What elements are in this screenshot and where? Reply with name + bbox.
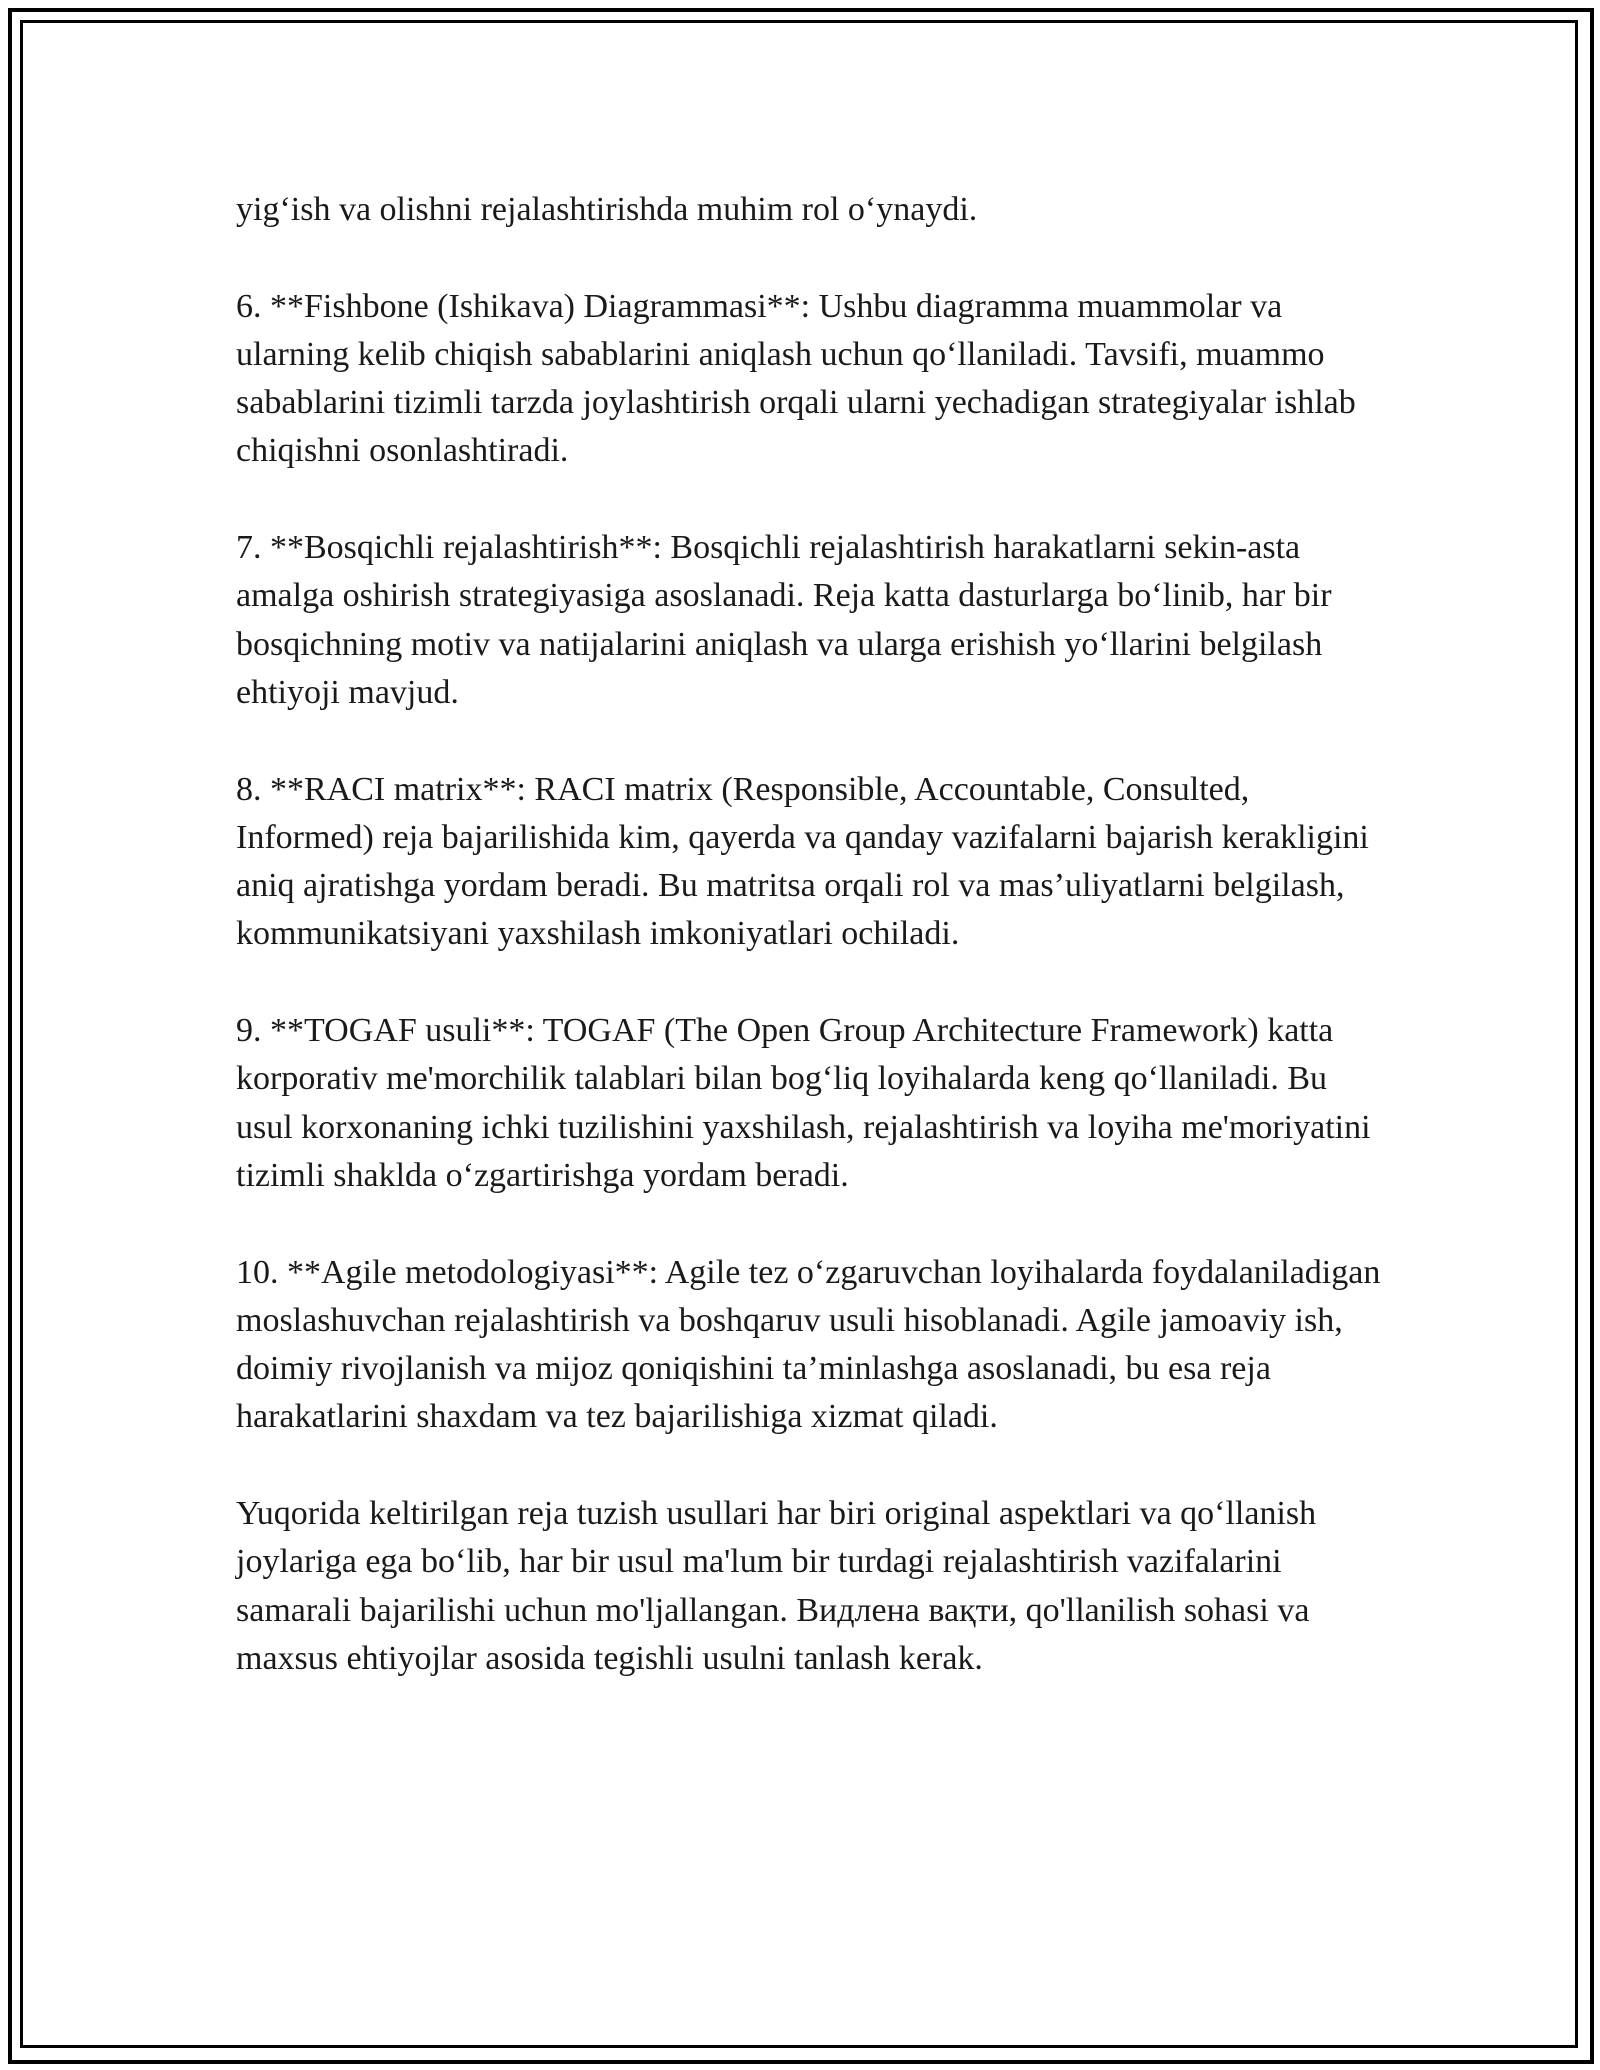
paragraph-conclusion: Yuqorida keltirilgan reja tuzish usullari har biri original aspektlari va qo‘llanish joylariga ega bo‘lib, har bir usul ma'lum bir turdagi rejalashtirish vazifalarini samarali bajarilishi uchun mo'ljallangan. Видлена вақти, qo'llanilish sohasi va maxsus ehtiyojlar asosida tegishli usulni tanlash kerak. <box>236 1495 1317 1677</box>
paragraph-intro-continuation: yig‘ish va olishni rejalashtirishda muhim rol o‘ynaydi. <box>236 191 978 228</box>
paragraph-fishbone: 6. **Fishbone (Ishikava) Diagrammasi**: Ushbu diagramma muammolar va ularning kelib chiqish sabablarini aniqlash uchun qo‘llaniladi. Tavsifi, muammo sabablarini tizimli tarzda joylashtirish orqali ularni yechadigan strategiyalar ishlab chiqishni osonlashtiradi. <box>236 287 1356 470</box>
paragraph-raci: 8. **RACI matrix**: RACI matrix (Responsible, Accountable, Consulted, Informed) reja bajarilishida kim, qayerda va qanday vazifalarni bajarish kerakligini aniq ajratishga yordam beradi. Bu matritsa orqali rol va mas’uliyatlarni belgilash, kommunikatsiyani yaxshilash imkoniyatlari ochiladi. <box>236 770 1369 953</box>
paragraph-bosqichli: 7. **Bosqichli rejalashtirish**: Bosqichli rejalashtirish harakatlarni sekin-asta amalga oshirish strategiyasiga asoslanadi. Reja katta dasturlarga bo‘linib, har bir bosqichning motiv va natijalarini aniqlash va ularga erishish yo‘llarini belgilash ehtiyoji mavjud. <box>236 529 1332 711</box>
paragraph-togaf: 9. **TOGAF usuli**: TOGAF (The Open Group Architecture Framework) katta korporativ me'morchilik talablari bilan bog‘liq loyihalarda keng qo‘llaniladi. Bu usul korxonaning ichki tuzilishini yaxshilash, rejalashtirish va loyiha me'moriyatini tizimli shaklda o‘zgartirishga yordam beradi. <box>236 1012 1371 1194</box>
paragraph-agile: 10. **Agile metodologiyasi**: Agile tez o‘zgaruvchan loyihalarda foydalaniladigan moslashuvchan rejalashtirish va boshqaruv usuli hisoblanadi. Agile jamoaviy ish, doimiy rivojlanish va mijoz qoniqishini ta’minlashga asoslanadi, bu esa reja harakatlarini shaxdam va tez bajarilishiga xizmat qiladi. <box>236 1253 1381 1436</box>
document-body <box>236 186 1386 1683</box>
